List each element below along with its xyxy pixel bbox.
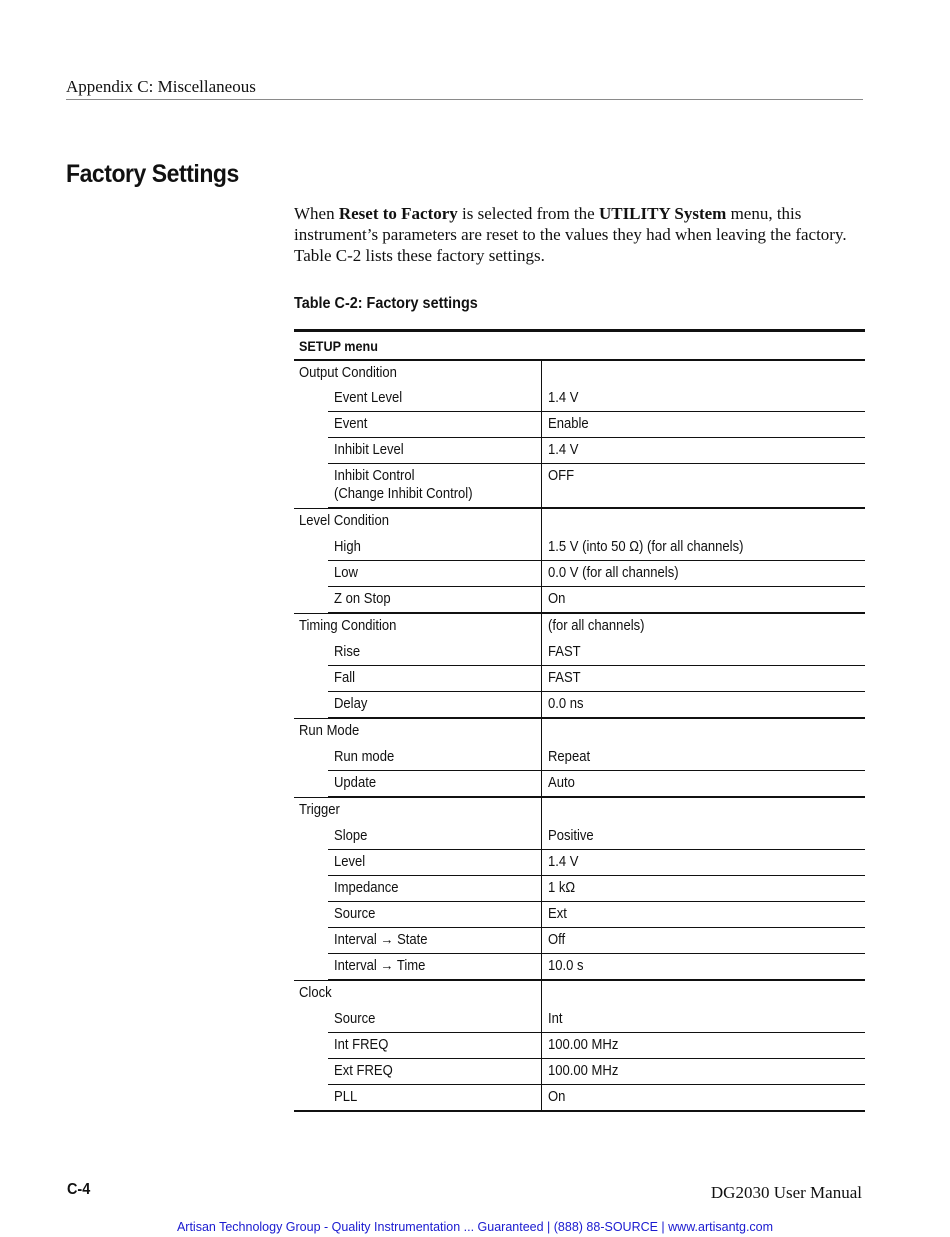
setting-value-cell (542, 1059, 865, 1085)
setting-value: Positive (548, 828, 594, 844)
setting-value-cell (542, 361, 865, 386)
setting-value: 0.0 ns (548, 696, 584, 712)
setting-label: Source (334, 1011, 376, 1027)
setting-value-cell (542, 464, 865, 508)
setting-label: PLL (334, 1089, 358, 1105)
group-label-cell (294, 719, 542, 745)
intro-paragraph (294, 203, 869, 266)
group-label-cell (294, 614, 542, 640)
table-row (294, 850, 865, 876)
group-label-cell (294, 509, 542, 535)
setting-label: Event Level (334, 390, 403, 406)
setting-label-cell (294, 745, 542, 771)
table-row (294, 954, 865, 980)
group-label-cell (294, 361, 542, 386)
setting-label: Clock (299, 985, 332, 1001)
setting-value: Repeat (548, 749, 591, 765)
setting-value: 1.4 V (548, 442, 579, 458)
setting-value: (for all channels) (548, 618, 645, 634)
setting-value-cell (542, 692, 865, 718)
setting-label-cell (294, 850, 542, 876)
setting-value-cell (542, 954, 865, 980)
setting-label: Interval → Time (334, 958, 426, 974)
setting-label: Delay (334, 696, 368, 712)
intro-text-3: menu, this instrument’s parameters are reset to the values they had when leaving the factory. Table C-2 lists these factory settings. (294, 204, 847, 265)
intro-text-1: When (294, 204, 339, 223)
setting-label: Run mode (334, 749, 395, 765)
setting-label: Run Mode (299, 723, 360, 739)
setting-value: 0.0 V (for all channels) (548, 565, 679, 581)
table-row (294, 745, 865, 771)
setting-label: High (334, 539, 361, 555)
setting-value: On (548, 591, 566, 607)
setting-value: 100.00 MHz (548, 1063, 619, 1079)
setting-value: 1.4 V (548, 390, 579, 406)
setting-label-cell (294, 1007, 542, 1033)
setting-value-cell (542, 876, 865, 902)
table-row (294, 902, 865, 928)
setting-label-cell (294, 386, 542, 412)
setting-label: Timing Condition (299, 618, 397, 634)
setting-label-cell (294, 535, 542, 561)
setting-label-cell (294, 640, 542, 666)
setting-value-cell (542, 561, 865, 587)
setting-value-cell (542, 824, 865, 850)
setting-label: Inhibit Control (Change Inhibit Control) (334, 468, 473, 502)
footer-link[interactable]: Artisan Technology Group - Quality Instrumentation ... Guaranteed | (888) 88-SOURCE | www.artisantg.com (176, 1220, 774, 1234)
setting-label-cell (294, 464, 542, 508)
setting-label-cell (294, 412, 542, 438)
setting-value-cell (542, 438, 865, 464)
setting-label-cell (294, 666, 542, 692)
setting-value-cell (542, 614, 865, 640)
setting-value-cell (542, 509, 865, 535)
setting-value: On (548, 1089, 566, 1105)
intro-bold-utility-system: UTILITY System (598, 204, 727, 223)
setting-label: Inhibit Level (334, 442, 404, 458)
setting-value: FAST (548, 644, 581, 660)
setting-label-cell (294, 1085, 542, 1111)
table-bottom-rule (294, 1111, 865, 1112)
group-label-cell (294, 981, 542, 1007)
header-divider (66, 99, 863, 100)
setting-label-cell (294, 902, 542, 928)
setting-value-cell (542, 386, 865, 412)
setting-label-cell (294, 928, 542, 954)
setting-value-cell (542, 850, 865, 876)
setting-label-cell (294, 561, 542, 587)
setting-value-cell (542, 798, 865, 824)
setting-value-cell (542, 1085, 865, 1111)
table-row (294, 1085, 865, 1111)
setting-label-cell (294, 438, 542, 464)
setting-value: 1 kΩ (548, 880, 576, 896)
setting-label: Slope (334, 828, 368, 844)
setting-value-cell (542, 928, 865, 954)
setting-value: OFF (548, 468, 575, 484)
setting-label-cell (294, 876, 542, 902)
table-group-row (294, 361, 865, 386)
table-group-row (294, 797, 865, 824)
group-label-cell (294, 798, 542, 824)
setting-label-cell (294, 1059, 542, 1085)
setting-label: Fall (334, 670, 356, 686)
section-title: Factory Settings (66, 160, 239, 188)
setting-value-cell (542, 745, 865, 771)
table-row (294, 876, 865, 902)
setting-value-cell (542, 902, 865, 928)
setting-label-cell (294, 587, 542, 613)
setting-value-cell (542, 587, 865, 613)
table-row (294, 928, 865, 954)
setting-value: FAST (548, 670, 581, 686)
setting-value: 1.5 V (into 50 Ω) (for all channels) (548, 539, 744, 555)
table-row (294, 561, 865, 587)
setting-value-cell (542, 771, 865, 797)
setting-label: Low (334, 565, 358, 581)
table-group-row (294, 718, 865, 745)
setting-label: Update (334, 775, 377, 791)
table-group-row (294, 508, 865, 535)
page-number: C-4 (67, 1181, 91, 1198)
running-header: Appendix C: Miscellaneous (66, 77, 256, 96)
setting-label-cell (294, 1033, 542, 1059)
table-row (294, 666, 865, 692)
setting-label: Ext FREQ (334, 1063, 393, 1079)
setting-value: 1.4 V (548, 854, 579, 870)
setting-label: Source (334, 906, 376, 922)
setting-value-cell (542, 1007, 865, 1033)
setting-value: Ext (548, 906, 567, 922)
table-menu-heading (294, 332, 865, 359)
setting-label: Z on Stop (334, 591, 391, 607)
setting-value-cell (542, 719, 865, 745)
table-row (294, 464, 865, 508)
manual-title: DG2030 User Manual (710, 1183, 862, 1202)
table-row (294, 412, 865, 438)
setting-value-cell (542, 981, 865, 1007)
setting-label: Rise (334, 644, 361, 660)
table-row (294, 386, 865, 412)
setting-label-cell (294, 954, 542, 980)
table-group-row (294, 613, 865, 640)
setting-label: Level Condition (299, 513, 389, 529)
setting-label: Interval → State (334, 932, 428, 948)
table-row (294, 771, 865, 797)
setting-value-cell (542, 535, 865, 561)
menu-heading-text: SETUP menu (299, 338, 378, 354)
table-group-row (294, 980, 865, 1007)
setting-value: 100.00 MHz (548, 1037, 619, 1053)
setting-value: Int (548, 1011, 563, 1027)
setting-value-cell (542, 1033, 865, 1059)
setting-label-cell (294, 824, 542, 850)
table-row (294, 587, 865, 613)
setting-label: Trigger (299, 802, 340, 818)
setting-label-cell (294, 771, 542, 797)
intro-text-2: is selected from the (457, 204, 599, 223)
table-row (294, 824, 865, 850)
setting-value: Enable (548, 416, 589, 432)
setting-value: 10.0 s (548, 958, 584, 974)
table-body (294, 361, 865, 1112)
table-row (294, 438, 865, 464)
table-caption: Table C-2: Factory settings (294, 295, 478, 312)
setting-label: Event (334, 416, 368, 432)
setting-value-cell (542, 640, 865, 666)
setting-value: Off (548, 932, 566, 948)
setting-label: Level (334, 854, 366, 870)
setting-label-cell (294, 692, 542, 718)
table-row (294, 640, 865, 666)
table-row (294, 1033, 865, 1059)
table-row (294, 1007, 865, 1033)
setting-label: Output Condition (299, 365, 397, 381)
intro-bold-reset-to-factory: Reset to Factory (338, 204, 458, 223)
factory-settings-table (294, 329, 865, 1112)
setting-label: Impedance (334, 880, 399, 896)
setting-value: Auto (548, 775, 575, 791)
setting-value-cell (542, 666, 865, 692)
table-row (294, 1059, 865, 1085)
setting-label: Int FREQ (334, 1037, 389, 1053)
setting-value-cell (542, 412, 865, 438)
table-row (294, 535, 865, 561)
table-row (294, 692, 865, 718)
